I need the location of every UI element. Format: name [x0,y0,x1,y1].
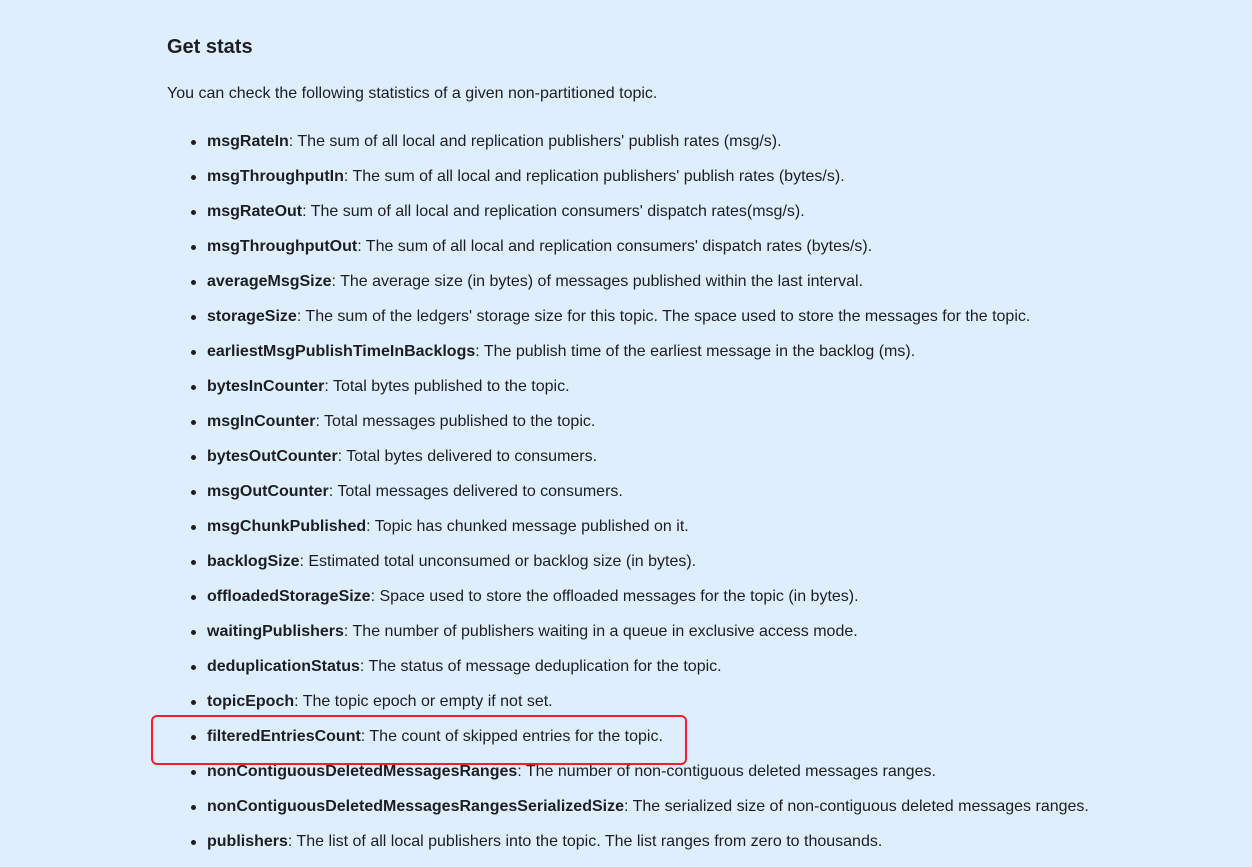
stat-description: : The number of non-contiguous deleted messages ranges. [517,763,936,780]
stat-term: averageMsgSize [207,273,332,290]
bullet-icon [191,490,196,495]
list-item [167,797,1167,832]
stat-description: : The serialized size of non-contiguous deleted messages ranges. [624,798,1089,815]
stat-description: : Space used to store the offloaded messages for the topic (in bytes). [370,588,859,605]
stat-term: storageSize [207,308,297,325]
bullet-icon [191,245,196,250]
stat-description: : Total bytes delivered to consumers. [337,448,598,465]
list-item [167,482,1167,517]
bullet-icon [191,175,196,180]
bullet-icon [191,735,196,740]
stat-description: : The sum of the ledgers' storage size for this topic. The space used to store the messages for the topic. [296,308,1031,325]
bullet-icon [191,385,196,390]
list-item [167,307,1167,342]
stat-description: : Total messages delivered to consumers. [328,483,623,500]
stat-term: msgChunkPublished [207,518,367,535]
list-item [167,377,1167,412]
stat-term: msgThroughputOut [207,238,358,255]
stat-term: bytesOutCounter [207,448,338,465]
stat-term: backlogSize [207,553,300,570]
bullet-icon [191,665,196,670]
section-heading: Get stats [167,36,253,58]
bullet-icon [191,525,196,530]
list-item [167,832,1167,867]
bullet-icon [191,455,196,460]
stat-term: msgOutCounter [207,483,329,500]
bullet-icon [191,210,196,215]
list-item [167,762,1167,797]
bullet-icon [191,840,196,845]
stat-description: : The average size (in bytes) of messages published within the last interval. [331,273,864,290]
list-item [167,272,1167,307]
stat-term: msgThroughputIn [207,168,344,185]
bullet-icon [191,350,196,355]
bullet-icon [191,315,196,320]
bullet-icon [191,280,196,285]
stat-term: publishers [207,833,288,850]
list-item [167,342,1167,377]
stat-description: : The publish time of the earliest message in the backlog (ms). [475,343,916,360]
bullet-icon [191,140,196,145]
stat-term: offloadedStorageSize [207,588,371,605]
list-item [167,692,1167,727]
bullet-icon [191,770,196,775]
stat-term: deduplicationStatus [207,658,360,675]
stat-term: msgRateOut [207,203,303,220]
stat-description: : Total bytes published to the topic. [324,378,570,395]
stat-description: : The sum of all local and replication consumers' dispatch rates (bytes/s). [357,238,873,255]
list-item [167,517,1167,552]
stat-term: topicEpoch [207,693,295,710]
stats-list [167,132,1167,867]
stat-description: : The topic epoch or empty if not set. [294,693,553,710]
bullet-icon [191,560,196,565]
bullet-icon [191,805,196,810]
stat-description: : The list of all local publishers into the topic. The list ranges from zero to thousands. [287,833,883,850]
stat-description: : Topic has chunked message published on it. [366,518,689,535]
bullet-icon [191,700,196,705]
stat-description: : The count of skipped entries for the topic. [360,728,663,745]
list-item [167,552,1167,587]
stat-description: : The status of message deduplication for the topic. [359,658,722,675]
stat-term: nonContiguousDeletedMessagesRangesSerializedSize [207,798,624,815]
list-item [167,727,1167,762]
stat-description: : The sum of all local and replication publishers' publish rates (bytes/s). [343,168,845,185]
list-item [167,447,1167,482]
stat-description: : Total messages published to the topic. [315,413,596,430]
stat-term: earliestMsgPublishTimeInBacklogs [207,343,476,360]
stat-description: : The number of publishers waiting in a queue in exclusive access mode. [343,623,858,640]
section-intro: You can check the following statistics of a given non-partitioned topic. [167,85,658,102]
stat-description: : The sum of all local and replication consumers' dispatch rates(msg/s). [302,203,805,220]
stat-term: waitingPublishers [207,623,344,640]
list-item [167,587,1167,622]
stat-term: nonContiguousDeletedMessagesRanges [207,763,518,780]
stat-term: msgInCounter [207,413,316,430]
bullet-icon [191,630,196,635]
list-item [167,412,1167,447]
bullet-icon [191,420,196,425]
stat-description: : The sum of all local and replication publishers' publish rates (msg/s). [288,133,782,150]
stat-term: msgRateIn [207,133,289,150]
stat-term: filteredEntriesCount [207,728,361,745]
list-item [167,132,1167,167]
stat-term: bytesInCounter [207,378,325,395]
bullet-icon [191,595,196,600]
list-item [167,622,1167,657]
list-item [167,202,1167,237]
list-item [167,657,1167,692]
list-item [167,237,1167,272]
stat-description: : Estimated total unconsumed or backlog size (in bytes). [299,553,697,570]
list-item [167,167,1167,202]
